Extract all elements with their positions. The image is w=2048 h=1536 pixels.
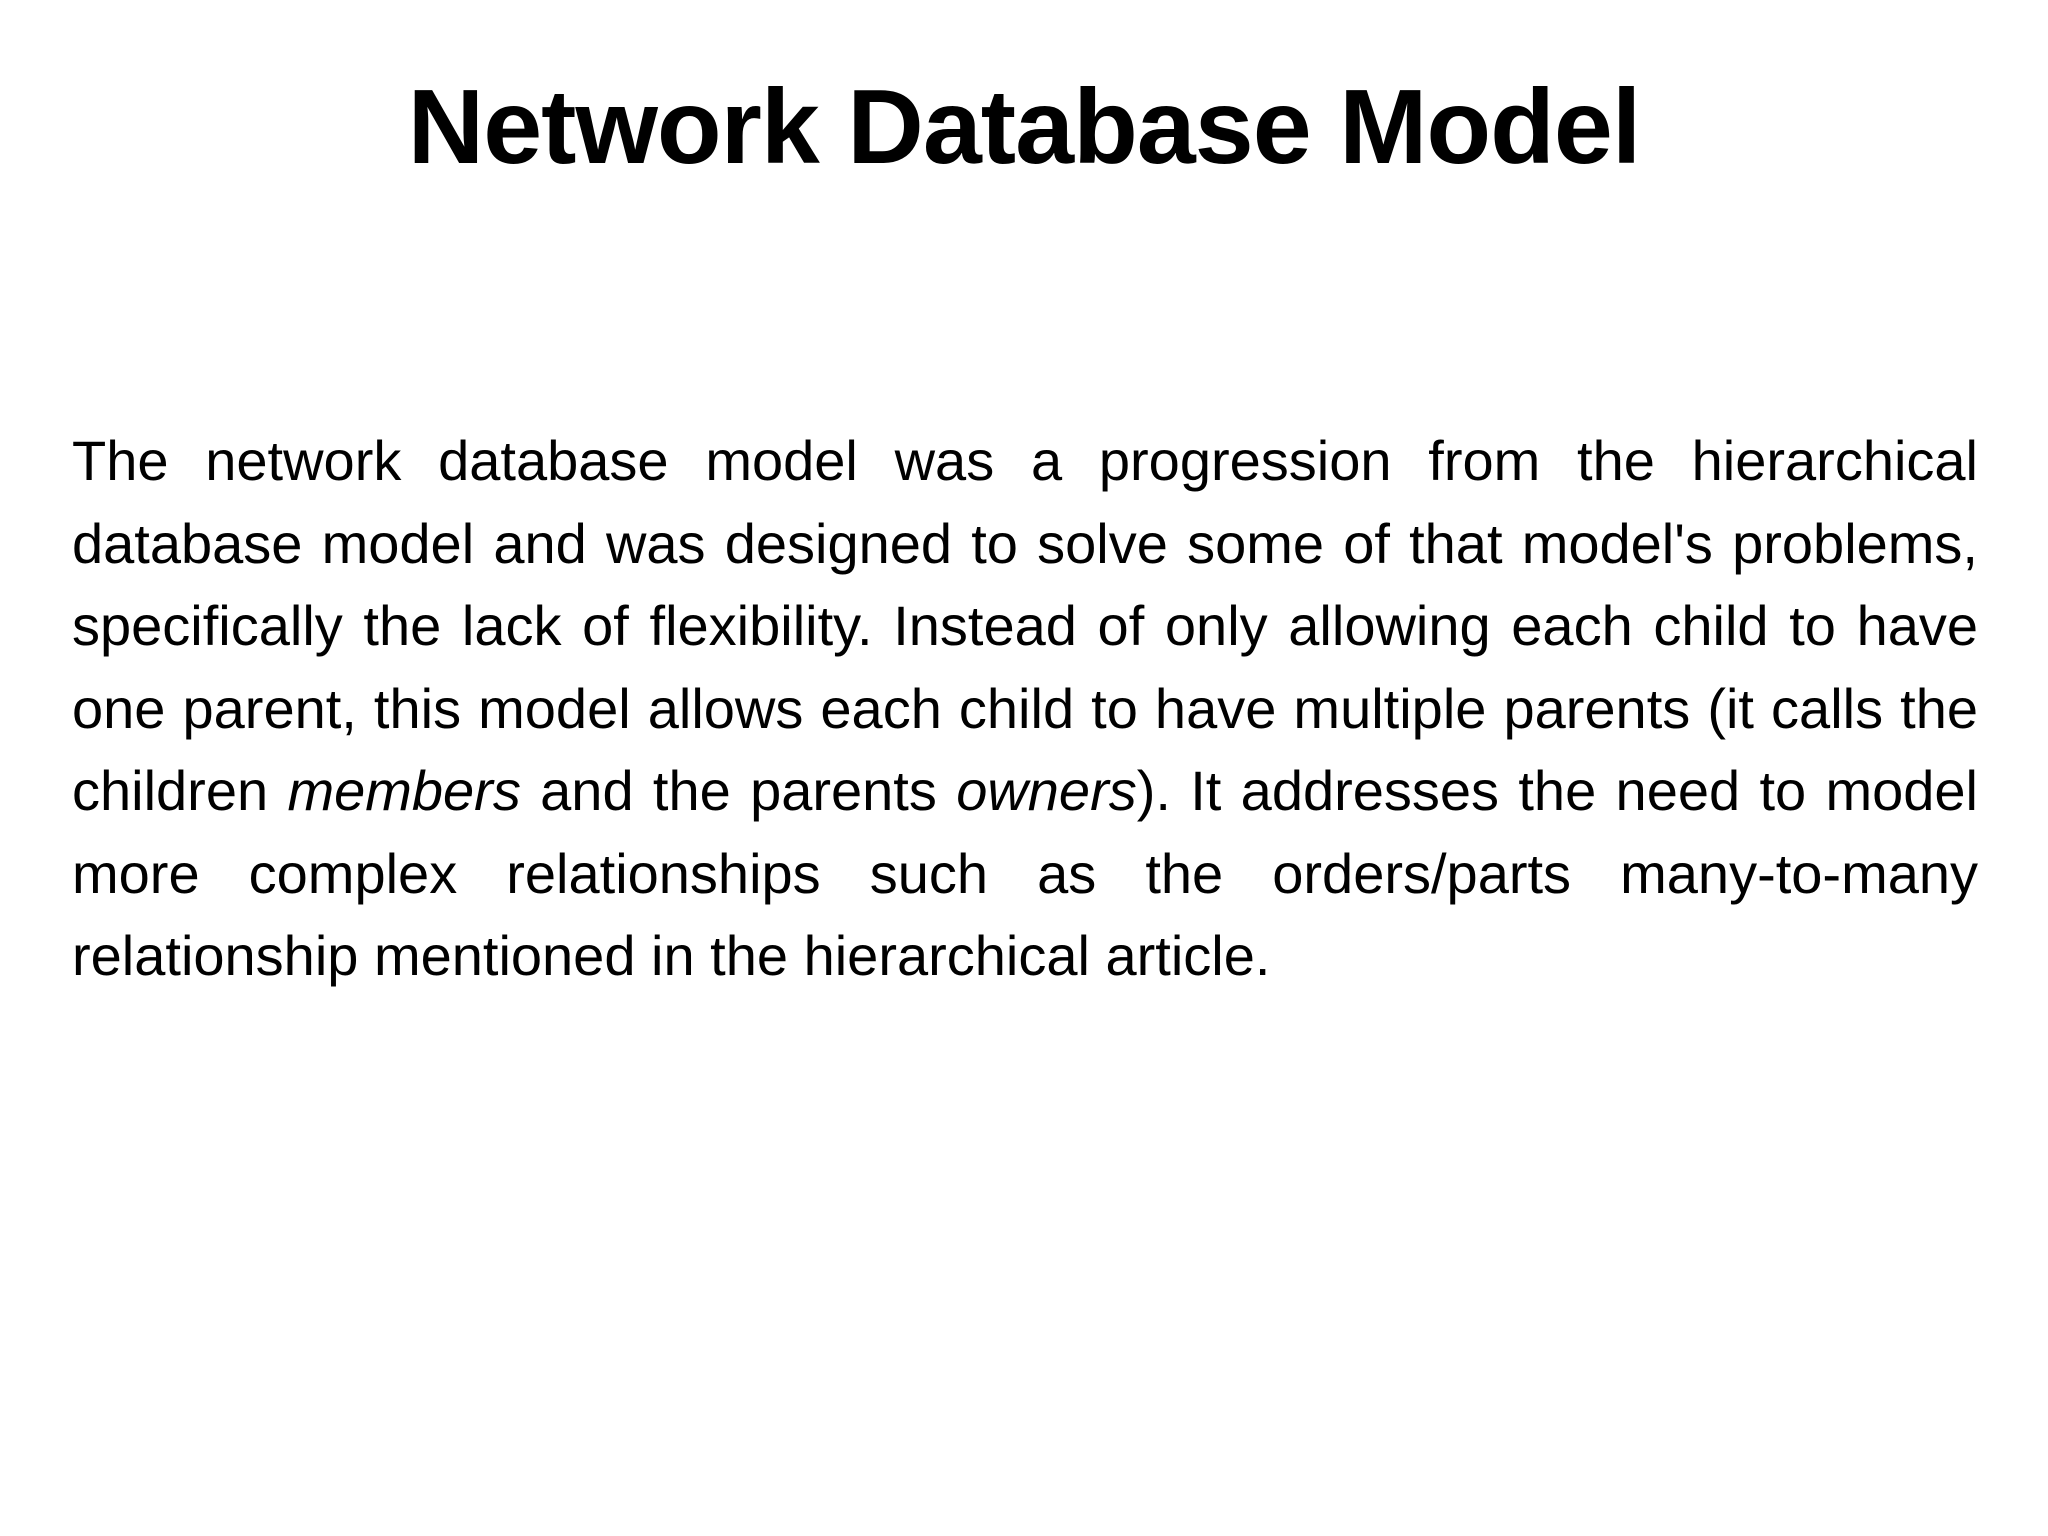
emphasis-members: members bbox=[287, 759, 521, 822]
paragraph-text-part-2: and the parents bbox=[520, 759, 957, 822]
slide-title: Network Database Model bbox=[407, 68, 1641, 186]
paragraph-text-part-3: ). It addresses the need to model more complex relationships such as the orders/parts many-to-many relationship mentioned in the hierarchical article. bbox=[72, 759, 1978, 987]
paragraph-text-part-1: The network database model was a progression from the hierarchical database model and was designed to solve some of that model's problems, specifically the lack of flexibility. Instead of only allowing each child to have one parent, this model allows each child to have multiple parents (it calls the children bbox=[72, 429, 1978, 822]
body-paragraph bbox=[72, 420, 1978, 998]
emphasis-owners: owners bbox=[956, 759, 1137, 822]
